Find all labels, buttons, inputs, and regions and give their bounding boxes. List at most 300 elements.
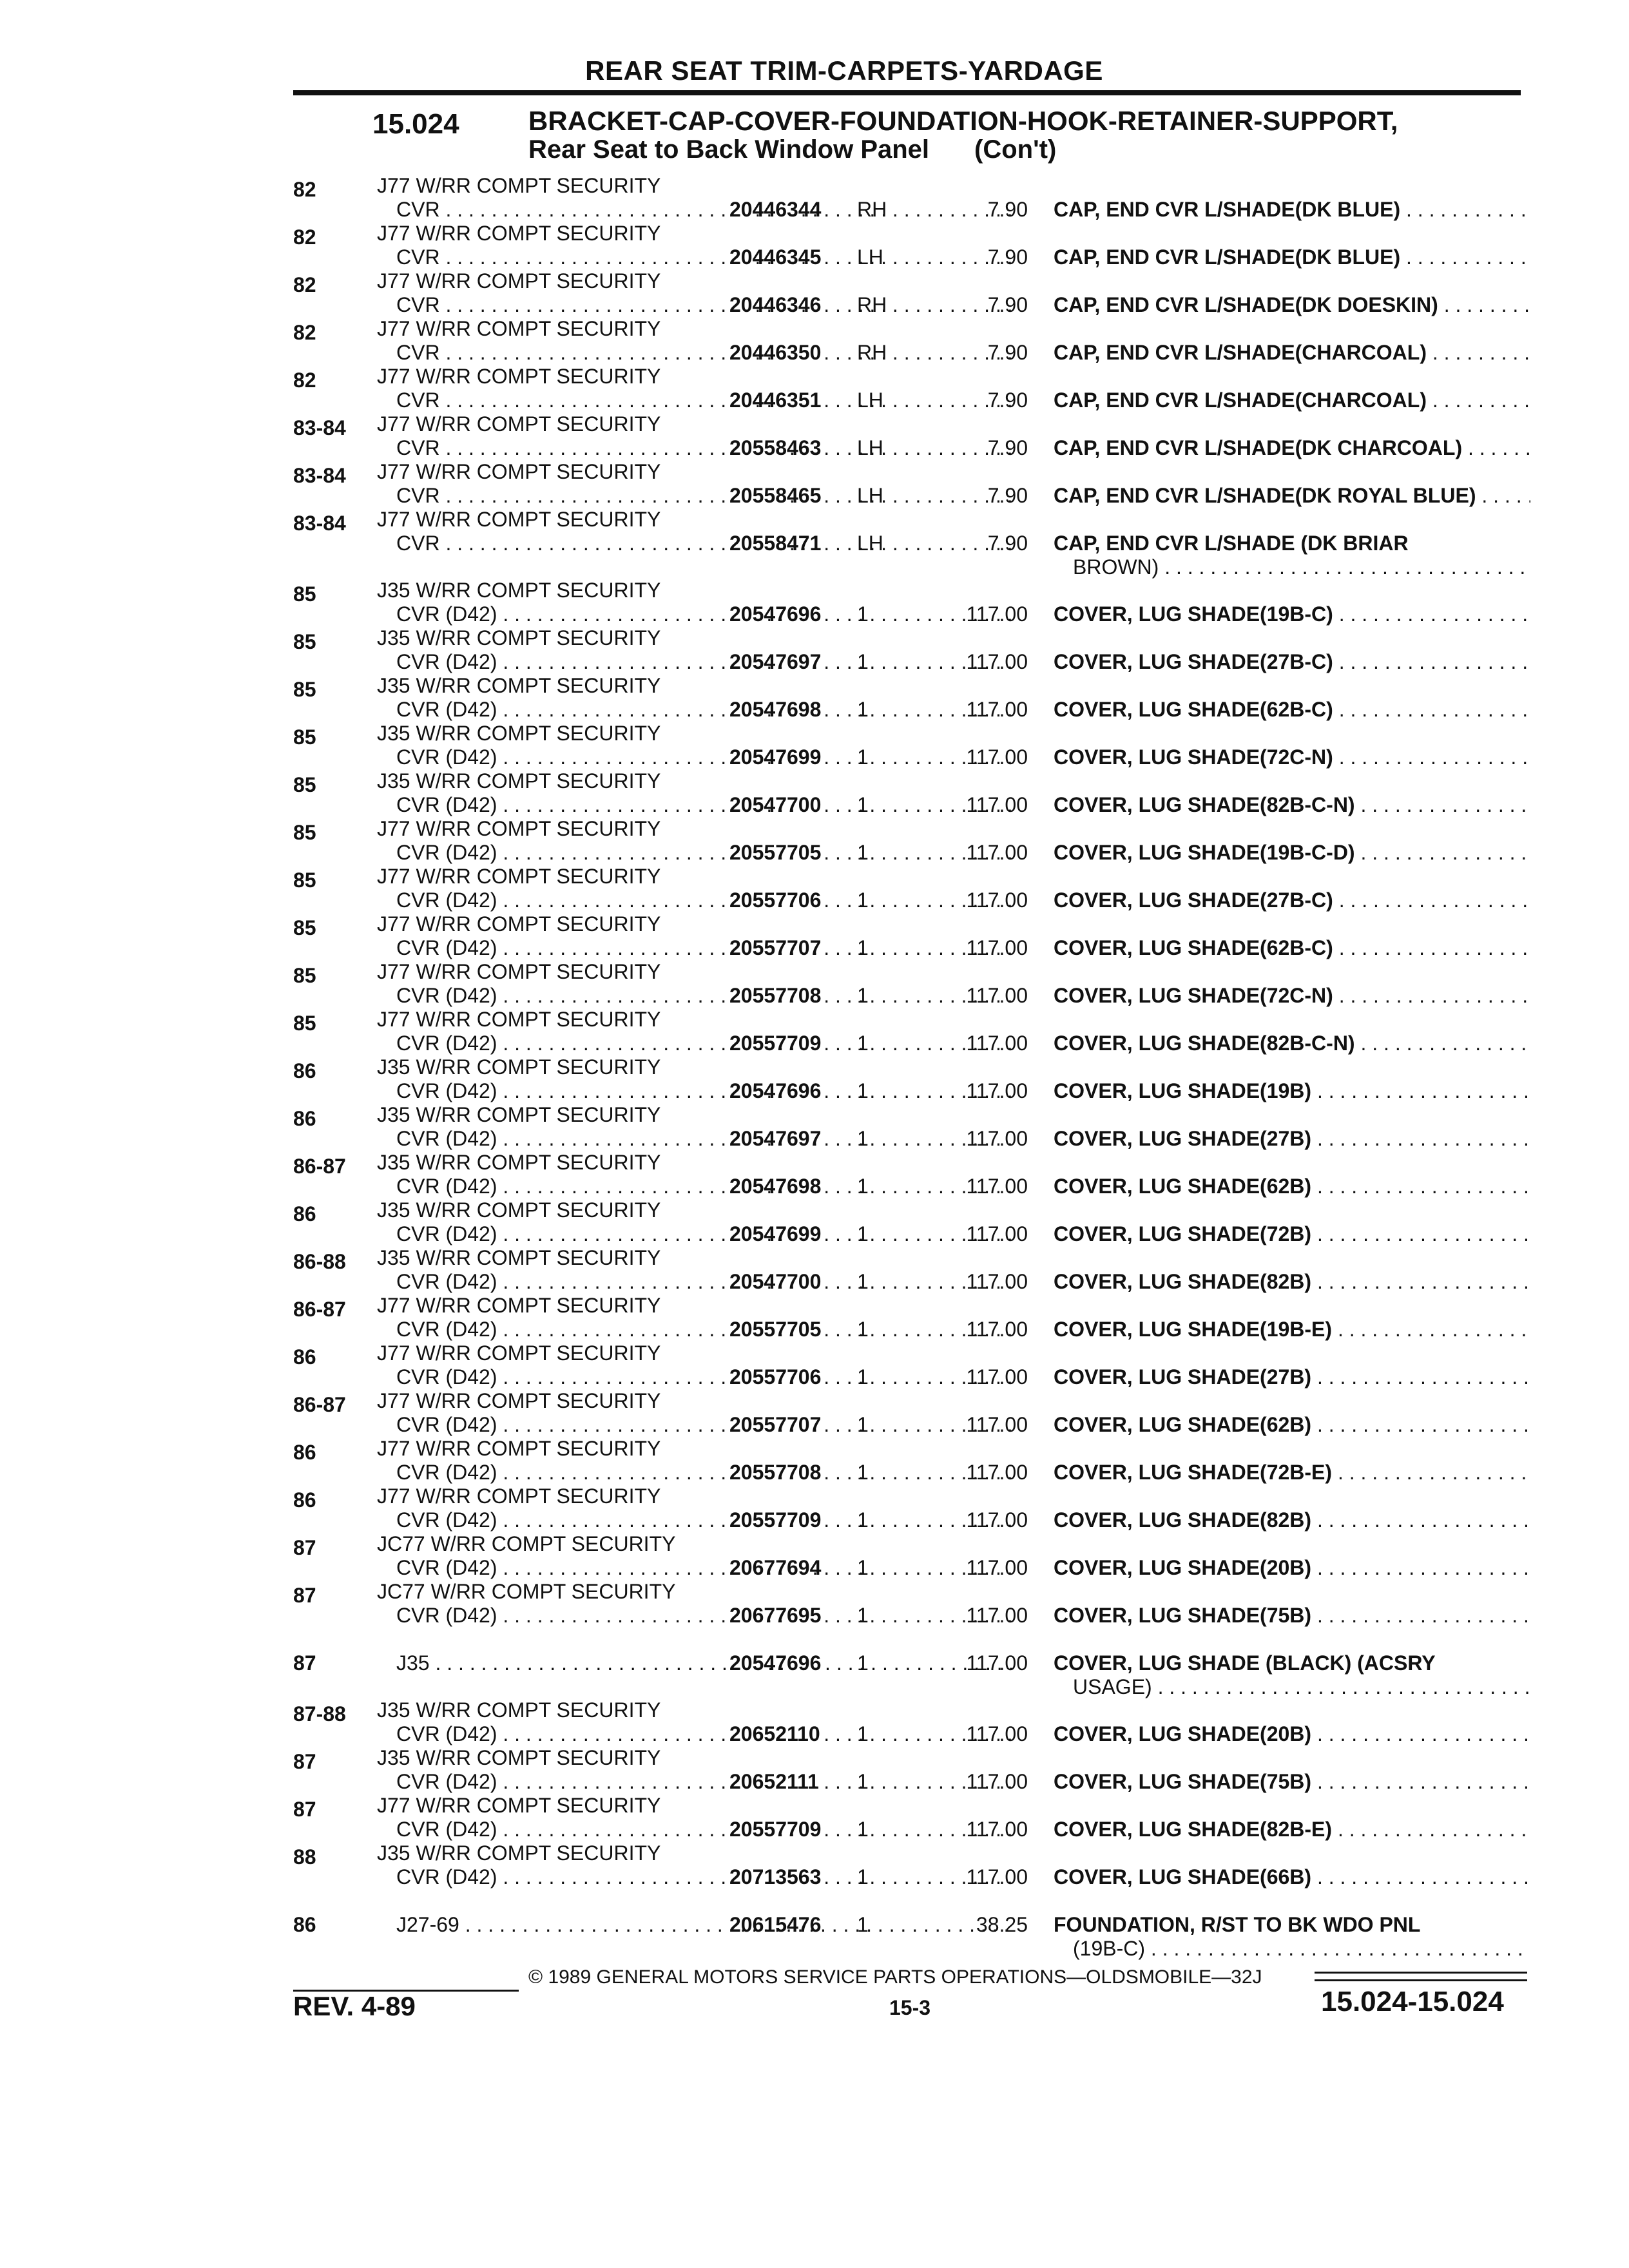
year-range: 85 <box>293 869 316 892</box>
leader-dots <box>1311 1222 1530 1245</box>
quantity: 1 <box>857 1461 869 1484</box>
description-text: COVER, LUG SHADE(62B) <box>1054 1175 1312 1198</box>
description <box>1054 1079 1530 1103</box>
price: 117.00 <box>966 984 1028 1007</box>
year-range: 87 <box>293 1536 316 1559</box>
usage-line-2: CVR (D42) . . . <box>396 1722 1014 1746</box>
price: 117.00 <box>966 1461 1028 1484</box>
usage-line-1: J77 W/RR COMPT SECURITY <box>377 1008 661 1031</box>
usage-line-2: CVR (D42) . . . <box>396 1413 1014 1437</box>
description-text: CAP, END CVR L/SHADE(DK CHARCOAL) <box>1054 436 1463 459</box>
leader-dots <box>1355 841 1530 864</box>
price: 117.00 <box>966 793 1028 816</box>
usage-line-1: J35 W/RR COMPT SECURITY <box>377 1055 661 1079</box>
header-rule <box>293 90 1521 95</box>
leader-dots <box>1355 793 1530 816</box>
quantity: 1 <box>857 1604 869 1627</box>
description-text: FOUNDATION, R/ST TO BK WDO PNL <box>1054 1913 1421 1936</box>
quantity: 1 <box>857 1770 869 1793</box>
quantity: 1 <box>857 698 869 721</box>
description <box>1054 1651 1530 1675</box>
description-text: COVER, LUG SHADE(72B-E) <box>1054 1461 1333 1484</box>
part-number: 20557706 <box>729 1365 822 1389</box>
usage-line-2: CVR (D42) . . . <box>396 1770 1014 1794</box>
usage-line-1: J77 W/RR COMPT SECURITY <box>377 269 661 293</box>
price: 7.90 <box>987 341 1028 364</box>
usage-line-2: CVR (D42) . . . <box>396 889 1014 912</box>
year-range: 86 <box>293 1202 316 1225</box>
price: 117.00 <box>966 889 1028 912</box>
usage-line-1: J77 W/RR COMPT SECURITY <box>377 1794 661 1817</box>
quantity: 1 <box>857 1175 869 1198</box>
section-continued: (Con't) <box>974 135 1057 164</box>
description-text: CAP, END CVR L/SHADE(DK BLUE) <box>1054 245 1401 269</box>
usage-line-1: J35 W/RR COMPT SECURITY <box>377 1103 661 1126</box>
price: 117.00 <box>966 1413 1028 1436</box>
year-range: 82 <box>293 178 316 201</box>
quantity: 1 <box>857 1508 869 1532</box>
usage-line-2: CVR . . . <box>396 532 1014 555</box>
price: 117.00 <box>966 1222 1028 1245</box>
description-text: COVER, LUG SHADE(27B-C) <box>1054 650 1333 673</box>
description <box>1054 698 1530 722</box>
leader-dots <box>1311 1556 1530 1579</box>
description <box>1054 793 1530 817</box>
year-range: 82 <box>293 226 316 249</box>
leader-dots <box>1333 650 1530 673</box>
parts-row <box>293 1580 1530 1628</box>
description <box>1054 936 1530 960</box>
page-header-title: REAR SEAT TRIM-CARPETS-YARDAGE <box>585 55 1103 86</box>
price: 117.00 <box>966 1865 1028 1888</box>
quantity: LH <box>857 484 883 507</box>
year-range: 87 <box>293 1584 316 1607</box>
usage-line-1: J77 W/RR COMPT SECURITY <box>377 960 661 983</box>
year-range: 83-84 <box>293 464 346 487</box>
price: 117.00 <box>966 1508 1028 1532</box>
year-range: 86 <box>293 1488 316 1512</box>
year-range: 86 <box>293 1059 316 1082</box>
usage-line-1: JC77 W/RR COMPT SECURITY <box>377 1532 676 1555</box>
part-number: 20557707 <box>729 1413 822 1436</box>
quantity: 1 <box>857 1722 869 1745</box>
usage-line-1: J77 W/RR COMPT SECURITY <box>377 317 661 340</box>
price: 117.00 <box>966 1770 1028 1793</box>
section-subtitle: Rear Seat to Back Window Panel <box>528 135 930 164</box>
description <box>1054 389 1530 412</box>
description-text: COVER, LUG SHADE(19B-E) <box>1054 1318 1333 1341</box>
year-range: 82 <box>293 273 316 296</box>
description-text: COVER, LUG SHADE(19B-C-D) <box>1054 841 1355 864</box>
parts-row <box>293 865 1530 912</box>
usage-line-1: J77 W/RR COMPT SECURITY <box>377 1437 661 1460</box>
description-text: CAP, END CVR L/SHADE(DK DOESKIN) <box>1054 293 1438 316</box>
quantity: 1 <box>857 1032 869 1055</box>
leader-dots <box>1311 1770 1530 1793</box>
year-range: 85 <box>293 964 316 987</box>
usage-line-2: CVR (D42) . . . <box>396 1461 1014 1485</box>
description-text: CAP, END CVR L/SHADE(CHARCOAL) <box>1054 341 1427 364</box>
usage-line-1: J35 W/RR COMPT SECURITY <box>377 722 661 745</box>
description <box>1054 1556 1530 1580</box>
usage-line-2: CVR (D42) . . . <box>396 1222 1014 1246</box>
description <box>1054 1604 1530 1628</box>
part-number: 20547696 <box>729 1651 822 1675</box>
quantity: 1 <box>857 1079 869 1102</box>
part-number: 20677694 <box>729 1556 822 1579</box>
year-range: 82 <box>293 321 316 344</box>
usage-line-1: J35 W/RR COMPT SECURITY <box>377 1246 661 1269</box>
parts-row <box>293 269 1530 317</box>
parts-row <box>293 1055 1530 1103</box>
description <box>1054 1413 1530 1437</box>
description-text: CAP, END CVR L/SHADE (DK BRIAR <box>1054 532 1409 555</box>
part-number: 20557706 <box>729 889 822 912</box>
description <box>1054 1222 1530 1246</box>
quantity: 1 <box>857 841 869 864</box>
description <box>1054 1508 1530 1532</box>
price: 117.00 <box>966 1032 1028 1055</box>
description-text: COVER, LUG SHADE(62B-C) <box>1054 698 1333 721</box>
parts-row <box>293 1746 1530 1794</box>
part-number: 20652111 <box>729 1770 819 1793</box>
description-text: COVER, LUG SHADE(27B-C) <box>1054 889 1333 912</box>
quantity: RH <box>857 293 887 316</box>
description-text: COVER, LUG SHADE(20B) <box>1054 1722 1312 1745</box>
usage-line-2: CVR (D42) . . . <box>396 1079 1014 1103</box>
part-number: 20547700 <box>729 1270 822 1293</box>
year-range: 85 <box>293 1012 316 1035</box>
usage-line-1: J35 W/RR COMPT SECURITY <box>377 626 661 649</box>
price: 7.90 <box>987 389 1028 412</box>
quantity: 1 <box>857 1318 869 1341</box>
parts-row <box>293 1889 1530 1960</box>
revision-label: REV. 4-89 <box>293 1991 416 2021</box>
year-range: 87 <box>293 1750 316 1773</box>
leader-dots <box>1355 1032 1530 1055</box>
parts-row <box>293 317 1530 365</box>
price: 117.00 <box>966 650 1028 673</box>
usage-line-1: J77 W/RR COMPT SECURITY <box>377 460 661 483</box>
leader-dots <box>1333 936 1530 959</box>
section-number: 15.024 <box>372 108 459 140</box>
leader-dots <box>1311 1270 1530 1293</box>
quantity: RH <box>857 341 887 364</box>
price: 117.00 <box>966 698 1028 721</box>
footer-rule-right-2 <box>1315 1979 1527 1981</box>
description-text: COVER, LUG SHADE(72B) <box>1054 1222 1312 1245</box>
parts-row <box>293 769 1530 817</box>
parts-row <box>293 1246 1530 1294</box>
quantity: 1 <box>857 936 869 959</box>
parts-row <box>293 674 1530 722</box>
parts-row <box>293 508 1530 579</box>
usage-line-1: J35 W/RR COMPT SECURITY <box>377 1198 661 1222</box>
page-number: 15-3 <box>889 1996 931 2019</box>
year-range: 85 <box>293 630 316 653</box>
part-number: 20557705 <box>729 841 822 864</box>
usage-line-2: CVR . . . <box>396 293 1014 317</box>
description <box>1054 1175 1530 1198</box>
part-number: 20557709 <box>729 1818 822 1841</box>
quantity: 1 <box>857 793 869 816</box>
leader-dots <box>1400 198 1530 221</box>
description <box>1054 1770 1530 1794</box>
usage-line-2: CVR (D42) . . . <box>396 1175 1014 1198</box>
year-range: 86 <box>293 1913 316 1936</box>
part-number: 20557709 <box>729 1032 822 1055</box>
leader-dots <box>1311 1865 1530 1888</box>
year-range: 83-84 <box>293 416 346 439</box>
price: 117.00 <box>966 1722 1028 1745</box>
quantity: 1 <box>857 745 869 769</box>
usage-line-1: J77 W/RR COMPT SECURITY <box>377 412 661 436</box>
usage-line-2: CVR (D42) . . . <box>396 698 1014 722</box>
leader-dots <box>1311 1079 1530 1102</box>
leader-dots <box>1333 602 1530 626</box>
leader-dots <box>1311 1365 1530 1389</box>
description <box>1054 602 1530 626</box>
description-text: COVER, LUG SHADE(75B) <box>1054 1770 1312 1793</box>
description-text: COVER, LUG SHADE(19B-C) <box>1054 602 1333 626</box>
part-number: 20446346 <box>729 293 822 316</box>
part-number: 20677695 <box>729 1604 822 1627</box>
part-number: 20547698 <box>729 1175 822 1198</box>
part-number: 20547696 <box>729 602 822 626</box>
part-number: 20547696 <box>729 1079 822 1102</box>
parts-row <box>293 222 1530 269</box>
footer-rule-right <box>1315 1972 1527 1974</box>
footer-copyright: © 1989 GENERAL MOTORS SERVICE PARTS OPERATIONS—OLDSMOBILE—32J <box>528 1966 1262 1988</box>
part-number: 20547697 <box>729 650 822 673</box>
quantity: 1 <box>857 1413 869 1436</box>
part-number: 20446345 <box>729 245 822 269</box>
leader-dots <box>1332 1318 1530 1341</box>
usage-line-1: JC77 W/RR COMPT SECURITY <box>377 1580 676 1603</box>
description-text: COVER, LUG SHADE(72C-N) <box>1054 745 1333 769</box>
year-range: 87-88 <box>293 1702 346 1725</box>
year-range: 87 <box>293 1651 316 1675</box>
leader-dots <box>1400 245 1530 269</box>
leader-dots <box>1311 1604 1530 1627</box>
description-text: COVER, LUG SHADE(27B) <box>1054 1365 1312 1389</box>
part-number: 20446351 <box>729 389 822 412</box>
usage-line-2: J27-69 . . . <box>396 1913 1014 1937</box>
parts-row <box>293 1794 1530 1841</box>
usage-line-1: J77 W/RR COMPT SECURITY <box>377 508 661 531</box>
description <box>1054 1032 1530 1055</box>
parts-row <box>293 365 1530 412</box>
parts-row <box>293 1103 1530 1151</box>
leader-dots <box>1438 293 1530 316</box>
parts-row <box>293 579 1530 626</box>
year-range: 86-87 <box>293 1155 346 1178</box>
part-number: 20557709 <box>729 1508 822 1532</box>
year-range: 85 <box>293 821 316 844</box>
description <box>1054 1722 1530 1746</box>
description <box>1054 841 1530 865</box>
year-range: 82 <box>293 369 316 392</box>
parts-row <box>293 1389 1530 1437</box>
description-text: COVER, LUG SHADE(19B) <box>1054 1079 1312 1102</box>
price: 7.90 <box>987 293 1028 316</box>
usage-line-2: CVR (D42) . . . <box>396 841 1014 865</box>
description <box>1054 484 1530 508</box>
year-range: 85 <box>293 726 316 749</box>
year-range: 88 <box>293 1845 316 1869</box>
parts-row <box>293 1151 1530 1198</box>
description-text: COVER, LUG SHADE(62B) <box>1054 1413 1312 1436</box>
part-number: 20558463 <box>729 436 822 459</box>
leader-dots <box>1333 698 1530 721</box>
part-number: 20558465 <box>729 484 822 507</box>
quantity: RH <box>857 198 887 221</box>
leader-dots <box>1427 389 1530 412</box>
parts-row <box>293 1437 1530 1485</box>
section-title-main: BRACKET-CAP-COVER-FOUNDATION-HOOK-RETAINER-SUPPORT, <box>528 106 1398 136</box>
year-range: 86 <box>293 1107 316 1130</box>
description-continued: (19B-C) . . . <box>1073 1937 1530 1961</box>
reference-number: 15.024-15.024 <box>1321 1986 1504 2017</box>
parts-row <box>293 1698 1530 1746</box>
year-range: 86 <box>293 1345 316 1369</box>
leader-dots <box>1311 1722 1530 1745</box>
usage-line-1: J77 W/RR COMPT SECURITY <box>377 1389 661 1412</box>
description-text: CAP, END CVR L/SHADE(DK ROYAL BLUE) <box>1054 484 1476 507</box>
part-number: 20547700 <box>729 793 822 816</box>
price: 117.00 <box>966 1365 1028 1389</box>
usage-line-1: J35 W/RR COMPT SECURITY <box>377 579 661 602</box>
usage-line-2: CVR (D42) . . . <box>396 1365 1014 1389</box>
description <box>1054 1865 1530 1889</box>
leader-dots <box>1311 1413 1530 1436</box>
description-text: COVER, LUG SHADE(66B) <box>1054 1865 1312 1888</box>
parts-row <box>293 1485 1530 1532</box>
usage-line-2: CVR . . . <box>396 245 1014 269</box>
usage-line-2: CVR (D42) . . . <box>396 1556 1014 1580</box>
price: 117.00 <box>966 1556 1028 1579</box>
year-range: 83-84 <box>293 512 346 535</box>
parts-row <box>293 1294 1530 1341</box>
price: 117.00 <box>966 745 1028 769</box>
quantity: 1 <box>857 889 869 912</box>
description-continued: BROWN) . . . <box>1073 555 1530 579</box>
usage-line-1: J77 W/RR COMPT SECURITY <box>377 912 661 936</box>
usage-line-1: J77 W/RR COMPT SECURITY <box>377 365 661 388</box>
quantity: 1 <box>857 602 869 626</box>
parts-row <box>293 412 1530 460</box>
price: 117.00 <box>966 1651 1028 1675</box>
leader-dots <box>1311 1175 1530 1198</box>
usage-line-1: J35 W/RR COMPT SECURITY <box>377 1841 661 1865</box>
usage-line-2: CVR (D42) . . . <box>396 1032 1014 1055</box>
quantity: 1 <box>857 1651 869 1675</box>
description <box>1054 436 1530 460</box>
price: 117.00 <box>966 841 1028 864</box>
part-number: 20547699 <box>729 745 822 769</box>
quantity: 1 <box>857 1818 869 1841</box>
usage-line-2: CVR (D42) . . . <box>396 1818 1014 1841</box>
description-text: COVER, LUG SHADE(82B) <box>1054 1508 1312 1532</box>
usage-line-1: J77 W/RR COMPT SECURITY <box>377 174 661 197</box>
year-range: 85 <box>293 582 316 606</box>
quantity: LH <box>857 389 883 412</box>
year-range: 85 <box>293 916 316 939</box>
price: 7.90 <box>987 532 1028 555</box>
usage-line-2: CVR . . . <box>396 436 1014 460</box>
parts-row <box>293 174 1530 222</box>
year-range: 87 <box>293 1798 316 1821</box>
year-range: 86-87 <box>293 1298 346 1321</box>
year-range: 86 <box>293 1441 316 1464</box>
usage-line-1: J35 W/RR COMPT SECURITY <box>377 1746 661 1769</box>
usage-line-1: J35 W/RR COMPT SECURITY <box>377 1698 661 1722</box>
parts-row <box>293 626 1530 674</box>
price: 117.00 <box>966 1079 1028 1102</box>
part-number: 20557708 <box>729 984 822 1007</box>
description <box>1054 650 1530 674</box>
description <box>1054 889 1530 912</box>
parts-row <box>293 722 1530 769</box>
description <box>1054 1461 1530 1485</box>
usage-line-1: J77 W/RR COMPT SECURITY <box>377 865 661 888</box>
description-text: CAP, END CVR L/SHADE(CHARCOAL) <box>1054 389 1427 412</box>
quantity: 1 <box>857 1865 869 1888</box>
description <box>1054 341 1530 365</box>
price: 7.90 <box>987 198 1028 221</box>
description <box>1054 293 1530 317</box>
usage-line-2: CVR . . . <box>396 389 1014 412</box>
year-range: 85 <box>293 773 316 796</box>
quantity: 1 <box>857 1127 869 1150</box>
parts-row <box>293 1532 1530 1580</box>
usage-line-2: CVR (D42) . . . <box>396 650 1014 674</box>
description <box>1054 1365 1530 1389</box>
part-number: 20652110 <box>729 1722 820 1745</box>
section-title <box>528 107 1521 164</box>
usage-line-2: CVR . . . <box>396 484 1014 508</box>
quantity: 1 <box>857 650 869 673</box>
usage-line-1: J77 W/RR COMPT SECURITY <box>377 222 661 245</box>
description <box>1054 745 1530 769</box>
part-number: 20557707 <box>729 936 822 959</box>
description <box>1054 984 1530 1008</box>
usage-line-2: CVR (D42) . . . <box>396 936 1014 960</box>
usage-line-2: CVR (D42) . . . <box>396 1318 1014 1341</box>
description <box>1054 1913 1530 1937</box>
quantity: LH <box>857 532 883 555</box>
quantity: 1 <box>857 1913 869 1936</box>
parts-row <box>293 460 1530 508</box>
usage-line-2: CVR (D42) . . . <box>396 1508 1014 1532</box>
part-number: 20547697 <box>729 1127 822 1150</box>
description <box>1054 245 1530 269</box>
price: 117.00 <box>966 1818 1028 1841</box>
price: 7.90 <box>987 245 1028 269</box>
usage-line-1: J35 W/RR COMPT SECURITY <box>377 1151 661 1174</box>
description <box>1054 532 1530 555</box>
quantity: 1 <box>857 1222 869 1245</box>
usage-line-1: J77 W/RR COMPT SECURITY <box>377 1485 661 1508</box>
description-text: COVER, LUG SHADE(82B-C-N) <box>1054 1032 1355 1055</box>
quantity: 1 <box>857 1270 869 1293</box>
usage-line-2: CVR . . . <box>396 198 1014 222</box>
usage-line-2: CVR (D42) . . . <box>396 984 1014 1008</box>
usage-line-2: CVR (D42) . . . <box>396 793 1014 817</box>
description-text: COVER, LUG SHADE(82B) <box>1054 1270 1312 1293</box>
description-text: CAP, END CVR L/SHADE(DK BLUE) <box>1054 198 1401 221</box>
usage-line-2: CVR (D42) . . . <box>396 1865 1014 1889</box>
